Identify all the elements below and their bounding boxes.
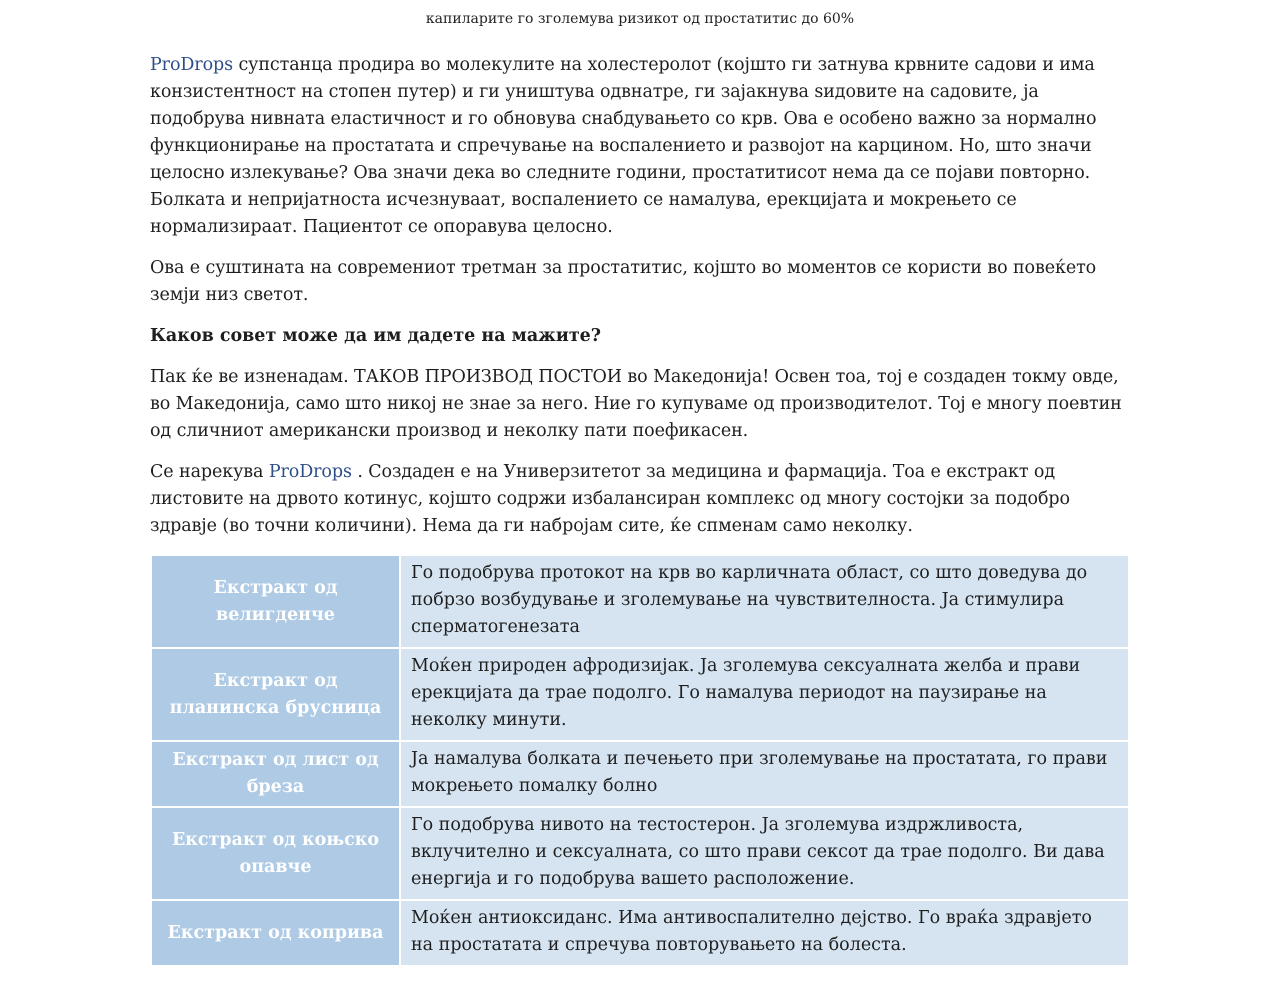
paragraph-text: . Создаден е на Универзитетот за медицина и фармација. Тоа е екстракт од листовите на дрвото котинус, којшто содржи избалансиран комплекс од многу состојки за подобро здравје (во точни количини). Нема да ги набројам сите, ќе спменам само неколку. (150, 462, 1070, 536)
paragraph-modern-treatment: Ова е суштината на современиот третман за простатитис, којшто во моментов се користи во повеќето земји низ светот. (150, 258, 1097, 305)
ingredient-name: Екстракт од коњско опавче (151, 807, 400, 900)
paragraph-product-name (150, 459, 1130, 540)
paragraph-text: Се нарекува (150, 462, 269, 482)
paragraph-text: супстанца продира во молекулите на холестеролот (којшто ги затнува крвните садови и има конзистентност на стопен путер) и ги уништува одвнатре, ги зајакнува ѕидовите на садовите, ја подобрува нивната еластичност и го обновува снабдувањето со крв. Ова е особено важно за нормално функционирање на простатата и спречување на воспалението и развојот на карцином. Но, што значи целосно излекување? Ова значи дека во следните години, простатитисот нема да се појави повторно. Болката и непријатноста исчезнуваат, воспалението се намалува, ерекцијата и мокрењето се нормализираат. Пациентот се опоравува целосно. (150, 55, 1097, 237)
ingredient-description: Го подобрува нивото на тестостерон. Ја зголемува издржливоста, вклучително и сексуалната, со што прави сексот да трае подолго. Ви дава енергија и го подобрува вашето расположение. (400, 807, 1129, 900)
image-caption: капиларите го зголемува ризикот од простатитис до 60% (425, 11, 855, 27)
table-row (151, 648, 1129, 741)
ingredient-name: Екстракт од лист од бреза (151, 741, 400, 807)
ingredient-description: Го подобрува протокот на крв во карличната област, со што доведува до побрзо возбудување и зголемување на чувствителноста. Ја стимулира сперматогенезата (400, 555, 1129, 648)
advice-heading: Каков совет може да им дадете на мажите? (150, 326, 602, 346)
table-row (151, 807, 1129, 900)
prodrops-link[interactable]: ProDrops (150, 55, 233, 75)
paragraph-prodrops-action (150, 52, 1130, 241)
article-content (150, 52, 1130, 967)
table-row (151, 555, 1129, 648)
table-row (151, 900, 1129, 966)
ingredient-name: Екстракт од коприва (151, 900, 400, 966)
prodrops-link[interactable]: ProDrops (268, 462, 352, 482)
ingredient-name: Екстракт од велигденче (151, 555, 400, 648)
ingredient-description: Ја намалува болката и печењето при зголемување на простатата, го прави мокрењето помалку болно (400, 741, 1129, 807)
ingredients-table (150, 554, 1130, 967)
paragraph-product-exists: Пак ќе ве изненадам. ТАКОВ ПРОИЗВОД ПОСТОИ во Македонија! Освен тоа, тој е создаден токму овде, во Македонија, само што никој не знае за него. Ние го купуваме од производителот. Тој е многу поевтин од сличниот американски производ и неколку пати поефикасен. (150, 367, 1122, 441)
ingredient-description: Моќен антиоксиданс. Има антивоспалително дејство. Го враќа здравјето на простатата и спречува повторувањето на болеста. (400, 900, 1129, 966)
ingredient-description: Моќен природен афродизијак. Ја зголемува сексуалната желба и прави ерекцијата да трае подолго. Го намалува периодот на паузирање на неколку минути. (400, 648, 1129, 741)
table-row (151, 741, 1129, 807)
ingredient-name: Екстракт од планинска брусница (151, 648, 400, 741)
